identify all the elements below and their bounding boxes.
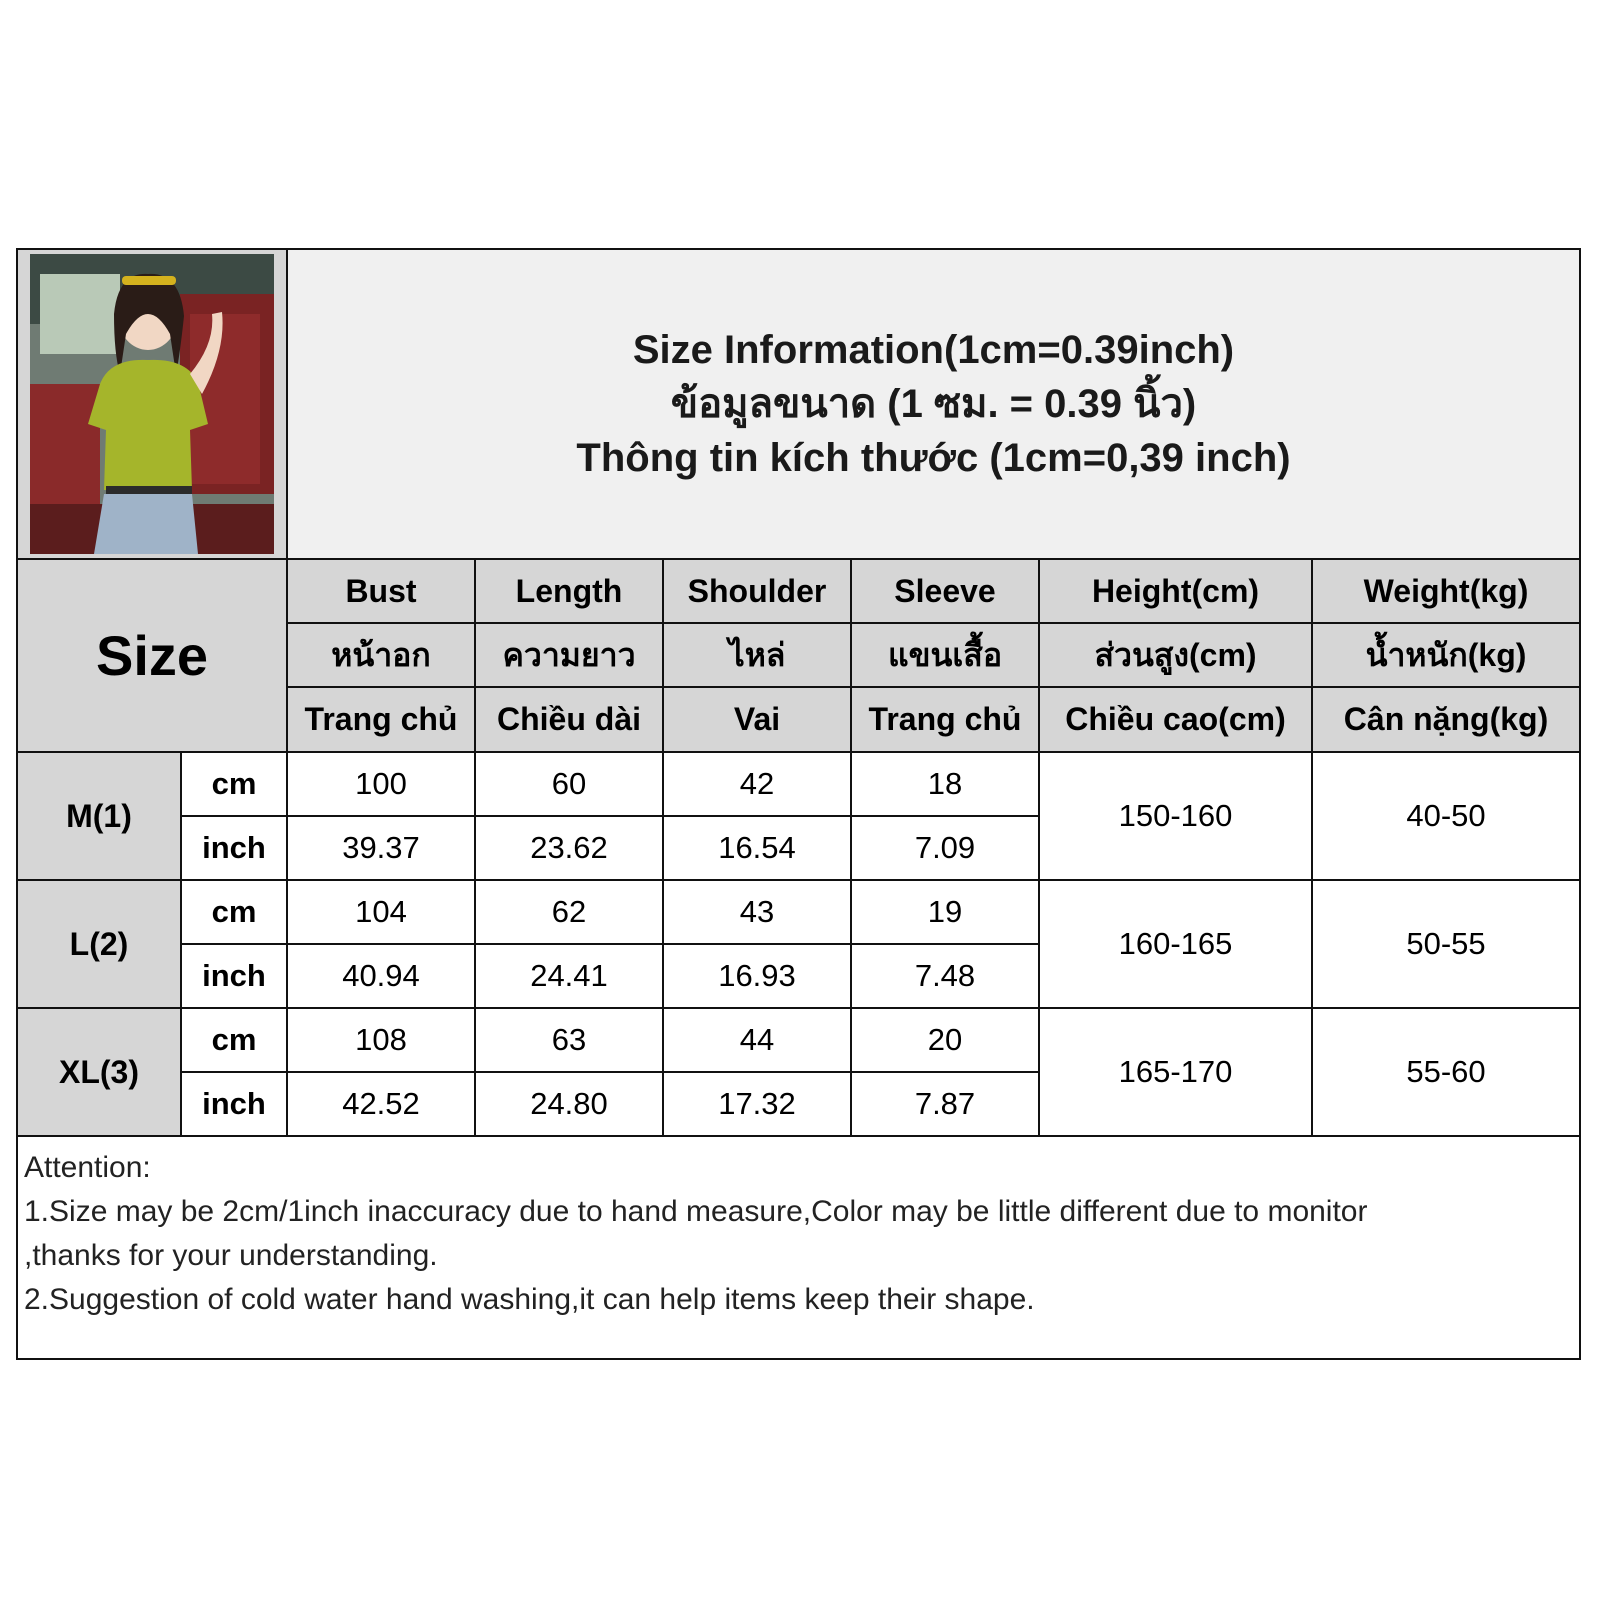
size-header-label: Size bbox=[95, 624, 209, 687]
measure-cm-cell: 63 bbox=[476, 1009, 664, 1073]
measure-inch-cell: 7.87 bbox=[852, 1073, 1040, 1137]
measure-cm-cell: 108 bbox=[288, 1009, 476, 1073]
size-header bbox=[18, 560, 288, 753]
size-chart bbox=[16, 248, 1581, 1360]
column-header-en: Shoulder bbox=[664, 560, 852, 624]
measure-cm-cell: 62 bbox=[476, 881, 664, 945]
measure-inch-cell: 24.41 bbox=[476, 945, 664, 1009]
weight-range-cell: 50-55 bbox=[1313, 881, 1579, 1009]
column-header-en: Sleeve bbox=[852, 560, 1040, 624]
title-thai: ข้อมูลขนาด (1 ซม. = 0.39 นิ้ว) bbox=[670, 382, 1197, 426]
column-header-en: Bust bbox=[288, 560, 476, 624]
measure-cm-cell: 60 bbox=[476, 753, 664, 817]
size-label: XL(3) bbox=[18, 1009, 182, 1137]
measure-inch-cell: 39.37 bbox=[288, 817, 476, 881]
title-english: Size Information(1cm=0.39inch) bbox=[632, 328, 1235, 372]
measure-cm-cell: 43 bbox=[664, 881, 852, 945]
measure-cm-cell: 18 bbox=[852, 753, 1040, 817]
unit-label-inch: inch bbox=[182, 945, 288, 1009]
column-header-th: ส่วนสูง(cm) bbox=[1040, 624, 1313, 688]
column-header-vi: Cân nặng(kg) bbox=[1313, 688, 1579, 753]
column-header-th: แขนเสื้อ bbox=[852, 624, 1040, 688]
measure-inch-cell: 42.52 bbox=[288, 1073, 476, 1137]
column-header-th: ไหล่ bbox=[664, 624, 852, 688]
note-line: 2.Suggestion of cold water hand washing,it can help items keep their shape. bbox=[24, 1283, 1035, 1316]
size-label: M(1) bbox=[18, 753, 182, 881]
unit-label-inch: inch bbox=[182, 817, 288, 881]
column-header-en: Length bbox=[476, 560, 664, 624]
column-header-th: น้ำหนัก(kg) bbox=[1313, 624, 1579, 688]
unit-label-cm: cm bbox=[182, 753, 288, 817]
column-header-en: Height(cm) bbox=[1040, 560, 1313, 624]
height-range-cell: 160-165 bbox=[1040, 881, 1313, 1009]
measure-inch-cell: 40.94 bbox=[288, 945, 476, 1009]
notes-heading: Attention: bbox=[24, 1151, 151, 1184]
note-line: ,thanks for your understanding. bbox=[24, 1239, 438, 1272]
product-photo-cell bbox=[18, 250, 288, 560]
measure-cm-cell: 20 bbox=[852, 1009, 1040, 1073]
height-range-cell: 165-170 bbox=[1040, 1009, 1313, 1137]
measure-cm-cell: 19 bbox=[852, 881, 1040, 945]
note-line: 1.Size may be 2cm/1inch inaccuracy due to hand measure,Color may be little different due to monitor bbox=[24, 1195, 1368, 1228]
column-header-th: หน้าอก bbox=[288, 624, 476, 688]
unit-label-inch: inch bbox=[182, 1073, 288, 1137]
measure-inch-cell: 7.48 bbox=[852, 945, 1040, 1009]
model-photo-image bbox=[30, 254, 274, 554]
measure-inch-cell: 17.32 bbox=[664, 1073, 852, 1137]
measure-cm-cell: 100 bbox=[288, 753, 476, 817]
measure-cm-cell: 104 bbox=[288, 881, 476, 945]
measure-cm-cell: 44 bbox=[664, 1009, 852, 1073]
column-header-vi: Chiều dài bbox=[476, 688, 664, 753]
column-header-vi: Trang chủ bbox=[852, 688, 1040, 753]
weight-range-cell: 40-50 bbox=[1313, 753, 1579, 881]
measure-inch-cell: 16.54 bbox=[664, 817, 852, 881]
product-photo bbox=[30, 254, 274, 554]
column-header-th: ความยาว bbox=[476, 624, 664, 688]
measure-cm-cell: 42 bbox=[664, 753, 852, 817]
height-range-cell: 150-160 bbox=[1040, 753, 1313, 881]
measure-inch-cell: 7.09 bbox=[852, 817, 1040, 881]
weight-range-cell: 55-60 bbox=[1313, 1009, 1579, 1137]
title-block bbox=[288, 250, 1579, 560]
measure-inch-cell: 24.80 bbox=[476, 1073, 664, 1137]
unit-label-cm: cm bbox=[182, 1009, 288, 1073]
column-header-en: Weight(kg) bbox=[1313, 560, 1579, 624]
size-label: L(2) bbox=[18, 881, 182, 1009]
column-header-vi: Chiều cao(cm) bbox=[1040, 688, 1313, 753]
column-header-vi: Vai bbox=[664, 688, 852, 753]
measure-inch-cell: 16.93 bbox=[664, 945, 852, 1009]
column-header-vi: Trang chủ bbox=[288, 688, 476, 753]
attention-notes bbox=[18, 1138, 1579, 1358]
title-vietnamese: Thông tin kích thước (1cm=0,39 inch) bbox=[576, 436, 1291, 480]
unit-label-cm: cm bbox=[182, 881, 288, 945]
measure-inch-cell: 23.62 bbox=[476, 817, 664, 881]
